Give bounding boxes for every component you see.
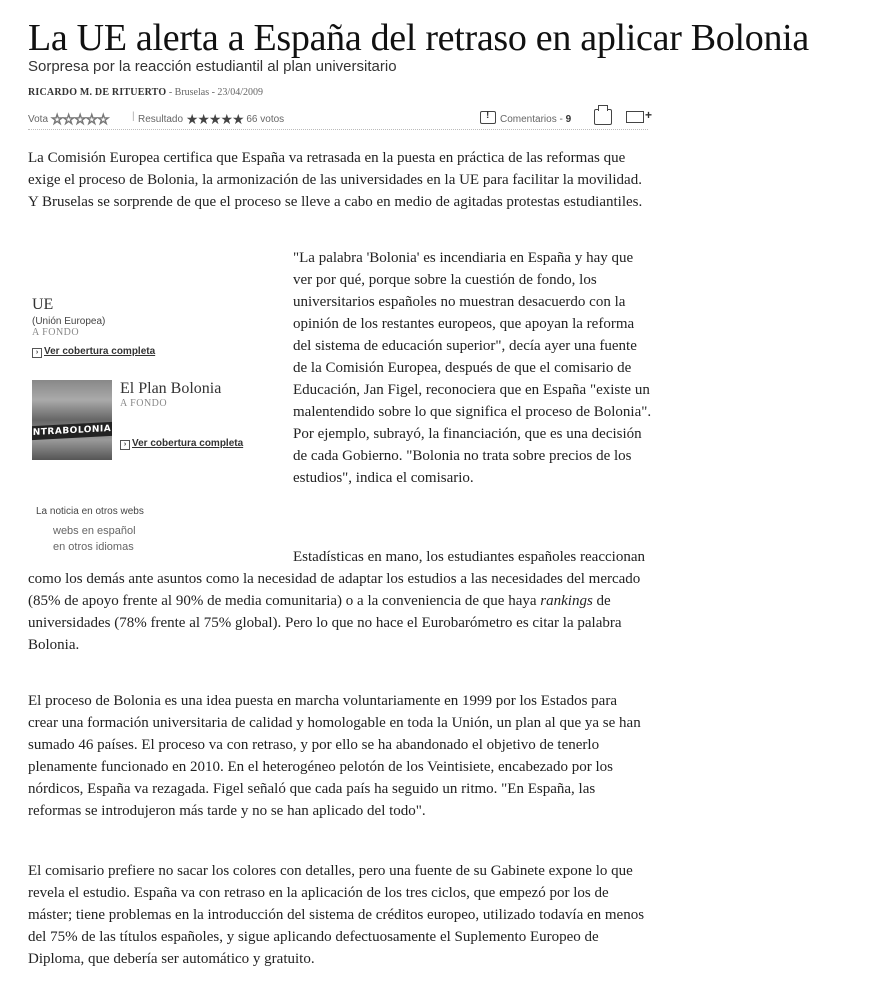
rating-result [138,111,284,128]
author-name: RICARDO M. DE RITUERTO [28,87,167,98]
paragraph-3 [28,546,648,656]
plan-coverage-link[interactable] [120,438,243,450]
location-date: - Bruselas - 23/04/2009 [166,87,263,98]
plan-coverage-label: Ver cobertura completa [132,438,244,449]
result-stars: ★★★★★ [185,111,244,127]
toolbar-divider: | [132,111,135,122]
plan-tag: A FONDO [120,398,168,409]
vote-count: 66 votos [246,114,285,125]
paragraph-3-emphasis: rankings [540,593,593,609]
result-label: Resultado [138,114,184,125]
comments-separator: - [556,114,566,125]
vote-label: Vota [28,114,49,125]
vote-stars[interactable]: ☆☆☆☆☆ [50,111,109,127]
ue-subtitle: (Unión Europea) [32,316,106,327]
ue-tag: A FONDO [32,327,80,338]
plan-bolonia-photo[interactable] [32,380,112,460]
mail-icon[interactable] [626,111,644,123]
ue-title: UE [32,296,54,313]
byline [28,87,263,98]
paragraph-4: El proceso de Bolonia es una idea puesta en marcha voluntariamente en 1999 por los Estados para crear una formación universitaria de calidad y homologable en toda la Unión, un plan al que ya se han sumado 46 países. El proceso va con retraso, y por ello se ha abandonado el objetivo de tenerlo plenamente funcionado en 2010. En el heterogéneo pelotón de los Veintisiete, encabezado por los nórdicos, España va rezagada. Figel señaló que cada país ha seguido un ritmo. "En España, las reformas se introdujeron más tarde y no se han aplicado del todo". [28,693,641,819]
article-toolbar [28,109,648,130]
paragraph-3-text-a: Estadísticas en mano, los estudiantes españoles reaccionan como los demás ante asuntos como la necesidad de adaptar los estudios a las necesidades del mercado (85% de apoyo frente al 90% de media comunitaria) o a la conveniencia de que haya [28,549,645,609]
paragraph-3-text-b: de universidades (78% frente al 75% global). Pero lo que no hace el Eurobarómetro es citar la palabra Bolonia. [28,593,622,653]
vote-widget [28,111,109,128]
plan-block [32,380,272,460]
article-headline: La UE alerta a España del retraso en aplicar Bolonia [28,17,809,59]
paragraph-2: "La palabra 'Bolonia' es incendiaria en España y hay que ver por qué, porque sobre la cuestión de fondo, los universitarios españoles no muestran desacuerdo con la opinión de los restantes europeos, que apoyan la reforma del sistema de educación superior", decía ayer una fuente de la Comisión Europea, después de que el comisario de Educación, Jan Figel, reconociera que en España "existe un malentendido sobre lo que significa el proceso de Bolonia". Por ejemplo, subrayó, la financiación, que es una decisión de cada Gobierno. "Bolonia no trata sobre precios de los estudios", indica el comisario. [293,250,652,486]
comment-icon [480,111,496,124]
plan-title: El Plan Bolonia [120,380,222,397]
arrow-icon: › [120,440,130,450]
webs-spanish-link[interactable]: webs en español [53,525,136,537]
other-webs-title: La noticia en otros webs [36,506,144,517]
ue-coverage-link[interactable] [32,346,272,358]
ue-block [32,296,272,358]
arrow-icon: › [32,348,42,358]
comments-link[interactable] [480,111,571,125]
plan-text [120,380,221,409]
print-icon[interactable] [594,109,612,125]
ue-coverage-label: Ver cobertura completa [44,346,156,357]
paragraph-5: El comisario prefiere no sacar los colores con detalles, pero una fuente de su Gabinete expone lo que revela el estudio. España va con retraso en la aplicación de los tres ciclos, que empezó por los de máster; tiene problemas en la introducción del sistema de créditos europeo, utilizado todavía en menos del 75% de las títulos españoles, y sigue aplicando defectuosamente el Suplemento Europeo de Diploma, que debería ser automático y gratuito. [28,863,645,967]
paragraph-1: La Comisión Europea certifica que España va retrasada en la puesta en práctica de las reformas que exige el proceso de Bolonia, la armonización de las universidades en la UE para facilitar la movilidad. Y Bruselas se sorprende de que el proceso se lleve a cabo en medio de agitadas protestas estudiantiles. [28,150,643,210]
article-subtitle: Sorpresa por la reacción estudiantil al plan universitario [28,58,397,75]
sidebar [32,296,272,553]
comments-label: Comentarios [500,114,557,125]
photo-banner-text: NTRABOLONIA [32,422,112,440]
comments-count: 9 [565,114,572,125]
webs-other-languages-link[interactable]: en otros idiomas [53,541,134,553]
